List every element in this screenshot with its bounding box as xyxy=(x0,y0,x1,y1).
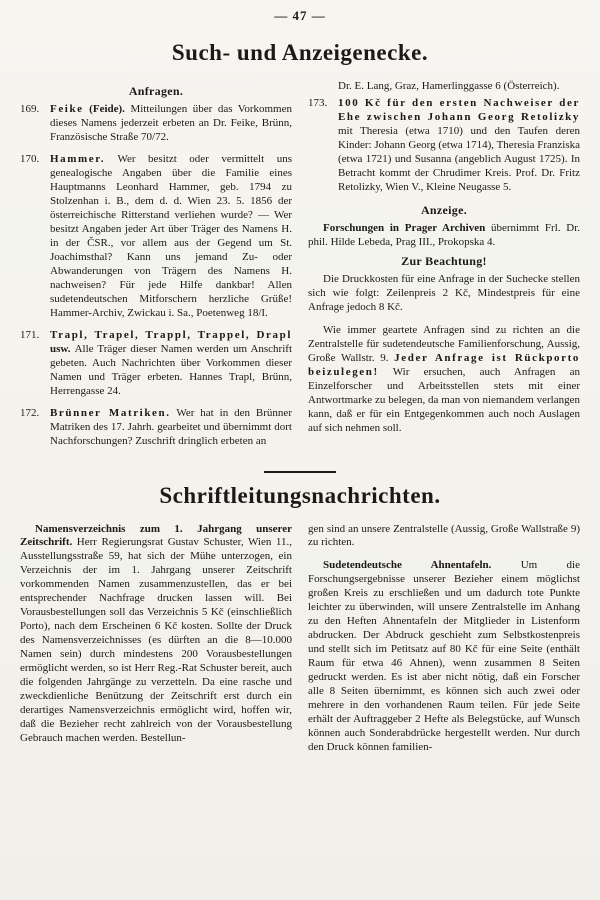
beachtung-paragraph-1: Die Druckkosten für eine Anfrage in der Suchecke stellen sich wie folgt: Zeilenpreis 2 Kč, Mindestpreis für eine Anfrage jedoch 8 Kč. xyxy=(308,273,580,314)
schriftleitung-left-column xyxy=(20,523,292,750)
anfragen-heading: Anfragen. xyxy=(128,84,184,98)
anfrage-item-text: Brünner Matriken. Wer hat in den Brünner Matriken des 17. Jahrh. gearbeitet und übernimmt dort Nachforschungen? Zuschrift dringlich erbeten an xyxy=(50,406,292,447)
anfrage-item-text: Feike (Feide). Mitteilungen über das Vorkommen dieses Namens jederzeit erbeten an Dr. Feike, Brünn, Französische Straße 70/72. xyxy=(50,103,292,144)
namensverzeichnis-paragraph: Namensverzeichnis zum 1. Jahrgang unserer Zeitschrift. Herr Regierungsrat Gustav Schuster, Wien 11., Ausstellungsstraße 59, hat sich der Mühe unterzogen, ein Verzeichnis der im 1. Jahrgang unserer Zeitschrift vorkommenden Namen zusammenzustellen, das er bei entsprechender Nachfrage drucken lassen will. Bei Vorausbestellungen soll das Verzeichnis 5 Kč (einschließlich Porto), nach dem Erscheinen 6 Kč kosten. Sollte der Druck des Namensverzeichnisses (es dürften an die 8—10.000 Namen sein) durch mindestens 200 Vorausbestellungen ermöglicht werden, so ist Herr Reg.-Rat Schuster bereit, auch die folgenden Jahrgänge zu verzetteln. Da eine rasche und zweckdienliche Benützung der Zeitschrift erst durch ein derartiges Namensverzeichnis ermöglicht wird, hoffen wir, daß die Bezieher recht zahlreich von der Vorausbestellung Gebrauch machen werden. Bestellun- xyxy=(20,522,292,745)
bestellungen-continuation-paragraph: gen sind an unsere Zentralstelle (Aussig, Große Wallstraße 9) zu richten. xyxy=(308,522,580,549)
suchecke-right-column xyxy=(308,80,580,439)
anfrage-item-number: 172. xyxy=(20,406,40,419)
anfrage-item-171 xyxy=(20,329,292,399)
schriftleitung-section-title: Schriftleitungsnachrichten. xyxy=(159,482,441,508)
anfrage-item-170 xyxy=(20,153,292,321)
page-number: — 47 — xyxy=(274,8,326,23)
anfrage-item-number: 169. xyxy=(20,103,40,116)
anfrage-item-number: 171. xyxy=(20,328,40,341)
anfrage-item-172 xyxy=(20,407,292,449)
suchecke-section-title: Such- und Anzeigenecke. xyxy=(171,40,429,65)
anfrage-item-text: Hammer. Wer besitzt oder vermittelt uns genealogische Angaben über die Familie eines Hauptmanns Leonhard Hammer, geb. 1794 zu Stolzenhan i. B., dem d. d. Wien 23. 5. 1856 der österreichische Ritterstand verliehen wurde? — Wer besitzt Angaben jeder Art über Träger des Namens H. in der ČSR., vor allem aus der Gegend um St. Joachimsthal? Kann uns jemand Zu- oder Abwanderungen von Trägern des Namens H. nachweisen? Für jede Hilfe dankbar! Allen sudetendeutschen Mitforschern herzliche Grüße! Hammer-Archiv, Zwickau i. Sa., Poetenweg 18/I. xyxy=(50,153,292,319)
beachtung-heading: Zur Beachtung! xyxy=(401,253,487,268)
anzeige-paragraph: Forschungen in Prager Archiven übernimmt Frl. Dr. phil. Hilde Lebeda, Prag III., Prokopska 4. xyxy=(308,221,580,248)
anfrage-item-169 xyxy=(20,103,292,145)
anfrage-172-continuation: Dr. E. Lang, Graz, Hamerlinggasse 6 (Österreich). xyxy=(338,80,560,92)
anfrage-item-number: 170. xyxy=(20,153,40,166)
anfrage-item-text: Trapl, Trapel, Trappl, Trappel, Drapl usw. Alle Träger dieser Namen werden um Anschrift gebeten. Auch Nachrichten über Vorkommen dieser Namen und Träger erbeten. Hannes Trapl, Brünn, Herrengasse 24. xyxy=(50,328,292,397)
anfrage-item-number: 173. xyxy=(308,96,328,109)
ahnentafeln-paragraph: Sudetendeutsche Ahnentafeln. Um die Forschungsergebnisse unserer Bezieher einem möglichst großen Kreis zu erschließen und um dadurch tote Punkte leichter zu überwinden, will unsere Zentralstelle im Anhang zu den Heften Ahnentafeln der Mitglieder in Listenform abdrucken. Der Abdruck geschieht zum Selbstkostenpreis und stellt sich im Petitsatz auf 80 Kč für eine Seite (enthält Raum für etwa 46 Ahnen), wenn zusammen 8 Seiten gedruckt werden. Es ist aber nicht nötig, daß ein Forscher alle 8 Seiten übernimmt, es können sich auch zwei oder mehrere in den vorhandenen Raum teilen. Für jede Seite erhält der Auftraggeber 2 Hefte als Belegstücke, auf Wunsch können auch Sonderabdrücke hergestellt werden. Nur durch den Druck können familien- xyxy=(308,559,580,754)
schriftleitung-right-column xyxy=(308,523,580,759)
beachtung-paragraph-2: Wie immer geartete Anfragen sind zu richten an die Zentralstelle für sudetendeutsche Familienforschung, Aussig, Große Wallstr. 9. Jeder Anfrage ist Rückporto beizulegen! Wir ersuchen, auch Anfragen an Einzelforscher und Arbeitsstellen stets mit einer Antwortmarke zu belegen, da man von niemandem verlangen kann, daß er für ein Entgegenkommen auch noch Auslagen auf sich nehmen soll. xyxy=(308,324,580,434)
suchecke-columns xyxy=(20,80,580,457)
section-divider xyxy=(264,471,336,473)
anzeige-heading: Anzeige. xyxy=(420,202,468,217)
schriftleitung-columns xyxy=(20,523,580,759)
anfrage-item-text: 100 Kč für den ersten Nachweiser der Ehe zwischen Johann Georg Retolizky mit Theresia (etwa 1710) und den Taufen deren Kinder: Johann Georg (etwa 1714), Theresia Franziska (etwa 1721) und Susanna (angeblich August 1725). In Betracht kommt der Chrudimer Kreis. Prof. Dr. Fritz Retolizky, Wien V., Kleine Neugasse 5. xyxy=(338,96,580,193)
anfrage-item-173 xyxy=(308,97,580,195)
suchecke-left-column xyxy=(20,80,292,457)
